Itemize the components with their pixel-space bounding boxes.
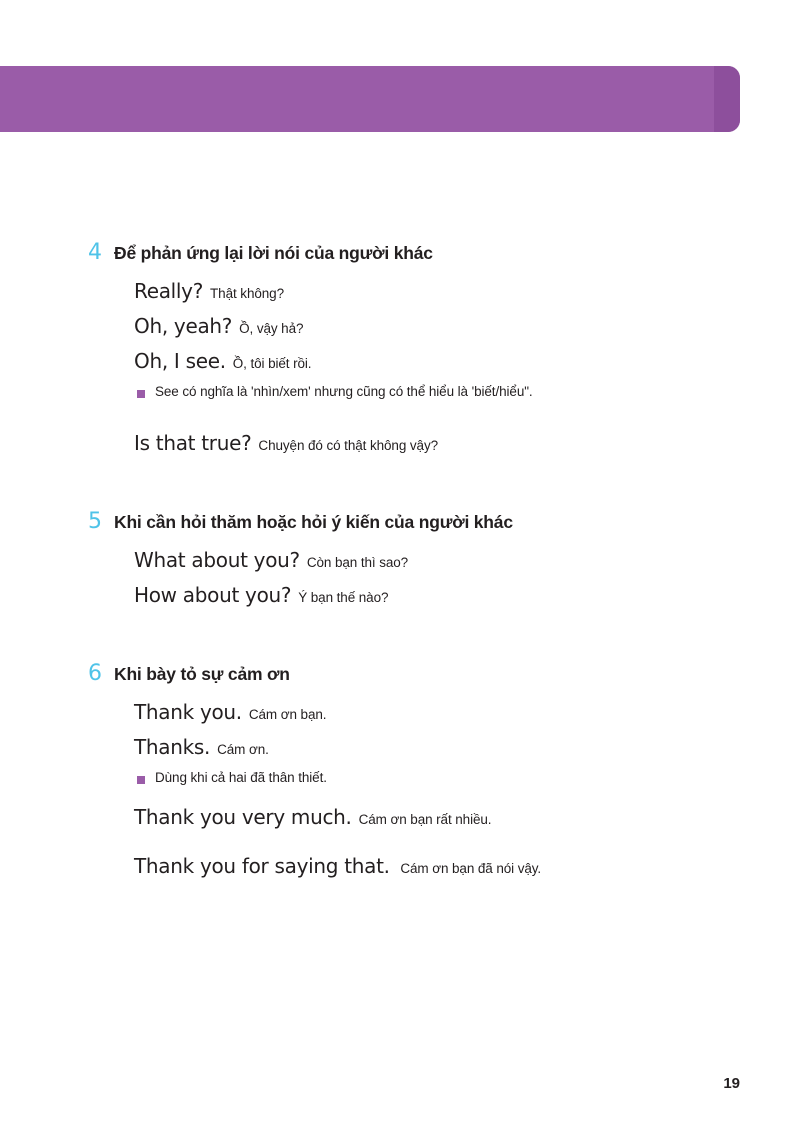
phrase-row <box>134 431 800 455</box>
phrase-vietnamese: Ồ, tôi biết rồi. <box>232 356 312 371</box>
phrase-vietnamese: Ý bạn thế nào? <box>298 590 389 605</box>
header-banner-notch <box>714 66 740 132</box>
section-6-heading <box>0 661 800 686</box>
page-number: 19 <box>723 1075 740 1092</box>
phrase-row <box>134 279 800 303</box>
square-bullet-icon <box>137 390 145 398</box>
section-6-entries <box>0 700 800 878</box>
page-content <box>0 240 800 932</box>
phrase-vietnamese: Ồ, vậy hả? <box>239 321 304 336</box>
note-row <box>134 770 800 785</box>
phrase-vietnamese: Cám ơn. <box>217 742 269 757</box>
section-6-title: Khi bày tỏ sự cảm ơn <box>114 664 290 684</box>
phrase-row <box>134 548 800 572</box>
section-4-number: 4 <box>88 240 102 265</box>
section-6-number: 6 <box>88 661 102 686</box>
spacer <box>134 791 800 805</box>
phrase-row <box>134 700 800 724</box>
phrase-vietnamese: Cám ơn bạn đã nói vậy. <box>396 861 542 876</box>
phrase-row <box>134 735 800 759</box>
header-banner <box>0 66 740 132</box>
spacer <box>134 840 800 854</box>
section-4 <box>0 240 800 455</box>
phrase-vietnamese: Cám ơn bạn. <box>248 707 327 722</box>
phrase-vietnamese: Còn bạn thì sao? <box>306 555 409 570</box>
phrase-english: Thanks. <box>134 735 211 759</box>
phrase-english: Oh, I see. <box>134 349 226 373</box>
section-4-entries <box>0 279 800 455</box>
note-row <box>134 384 800 399</box>
section-5-number: 5 <box>88 509 102 534</box>
phrase-english: Thank you for saying that. <box>134 854 390 878</box>
note-text: Dùng khi cả hai đã thân thiết. <box>155 770 327 785</box>
phrase-english: How about you? <box>134 583 292 607</box>
phrase-row <box>134 854 800 878</box>
section-4-heading <box>0 240 800 265</box>
section-4-title: Để phản ứng lại lời nói của người khác <box>114 243 433 263</box>
section-5-heading <box>0 509 800 534</box>
phrase-english: Really? <box>134 279 204 303</box>
phrase-vietnamese: Cám ơn bạn rất nhiều. <box>358 812 492 827</box>
phrase-vietnamese: Thật không? <box>210 286 284 301</box>
phrase-english: Oh, yeah? <box>134 314 233 338</box>
section-5-entries <box>0 548 800 607</box>
phrase-row <box>134 349 800 373</box>
section-5 <box>0 509 800 607</box>
phrase-english: Thank you. <box>134 700 242 724</box>
note-text: See có nghĩa là 'nhìn/xem' nhưng cũng có thể hiểu là 'biết/hiểu". <box>155 384 533 399</box>
section-6 <box>0 661 800 878</box>
phrase-row <box>134 583 800 607</box>
phrase-row <box>134 805 800 829</box>
square-bullet-icon <box>137 776 145 784</box>
phrase-english: What about you? <box>134 548 300 572</box>
phrase-english: Is that true? <box>134 431 252 455</box>
section-5-title: Khi cần hỏi thăm hoặc hỏi ý kiến của người khác <box>114 512 513 532</box>
phrase-row <box>134 314 800 338</box>
phrase-vietnamese: Chuyện đó có thật không vậy? <box>258 438 438 453</box>
spacer <box>134 405 800 431</box>
phrase-english: Thank you very much. <box>134 805 352 829</box>
